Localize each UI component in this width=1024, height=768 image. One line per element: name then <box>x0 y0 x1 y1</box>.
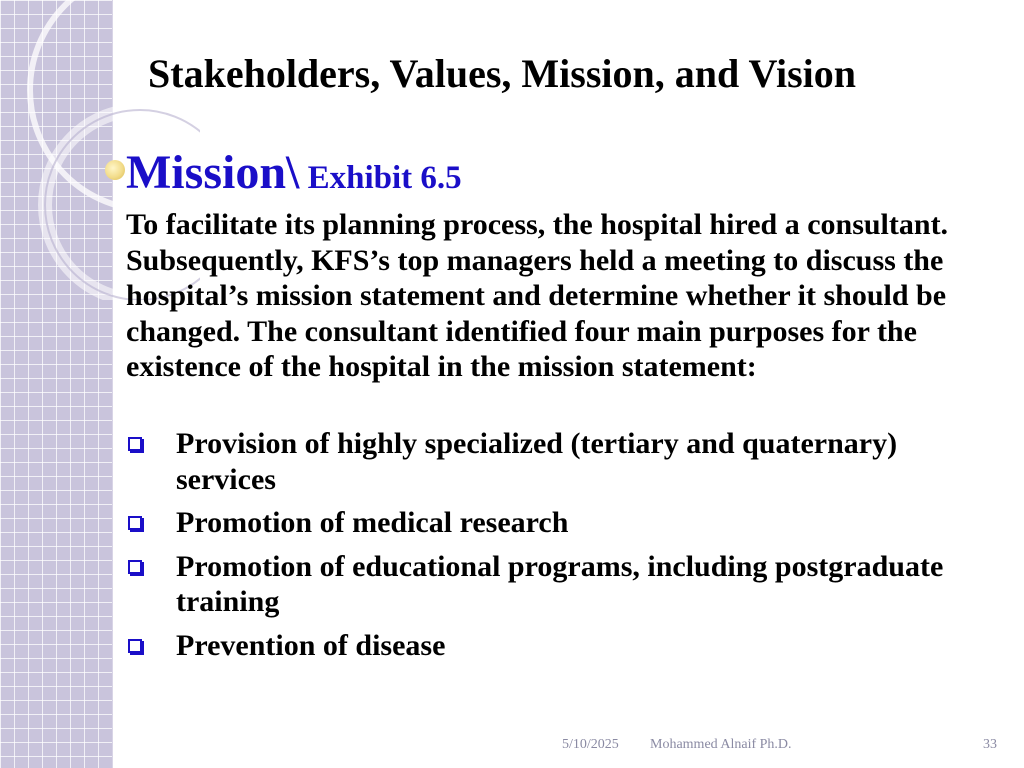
hollow-square-icon <box>128 516 142 530</box>
gold-dot-icon <box>105 160 125 180</box>
footer-page-number: 33 <box>983 737 997 752</box>
list-item-text: Provision of highly specialized (tertiary and quaternary) services <box>176 427 898 496</box>
list-item <box>126 505 986 541</box>
slide-title: Stakeholders, Values, Mission, and Vision <box>148 51 856 96</box>
list-item <box>126 628 986 664</box>
hollow-square-icon <box>128 639 142 653</box>
hollow-square-icon <box>128 560 142 574</box>
list-item-text: Promotion of medical research <box>176 506 569 539</box>
list-item-text: Promotion of educational programs, including postgraduate training <box>176 549 944 618</box>
heading-sub: Exhibit 6.5 <box>299 160 462 196</box>
footer-author: Mohammed Alnaif Ph.D. <box>650 737 792 752</box>
heading-main: Mission\ <box>126 146 300 199</box>
section-heading <box>126 143 462 214</box>
footer-date: 5/10/2025 <box>562 737 619 752</box>
list-item <box>126 426 986 497</box>
decorative-grid-sidebar <box>0 0 113 768</box>
hollow-square-icon <box>128 437 142 451</box>
list-item <box>126 549 986 620</box>
list-item-text: Prevention of disease <box>176 628 446 662</box>
body-paragraph: To facilitate its planning process, the hospital hired a consultant. Subsequently, KFS’s top managers held a meeting to discuss the hospital’s mission statement and determine whether it should be changed. The consultant identified four main purposes for the existence of the hospital in the mission statement: <box>126 208 949 383</box>
purpose-list <box>126 426 986 671</box>
